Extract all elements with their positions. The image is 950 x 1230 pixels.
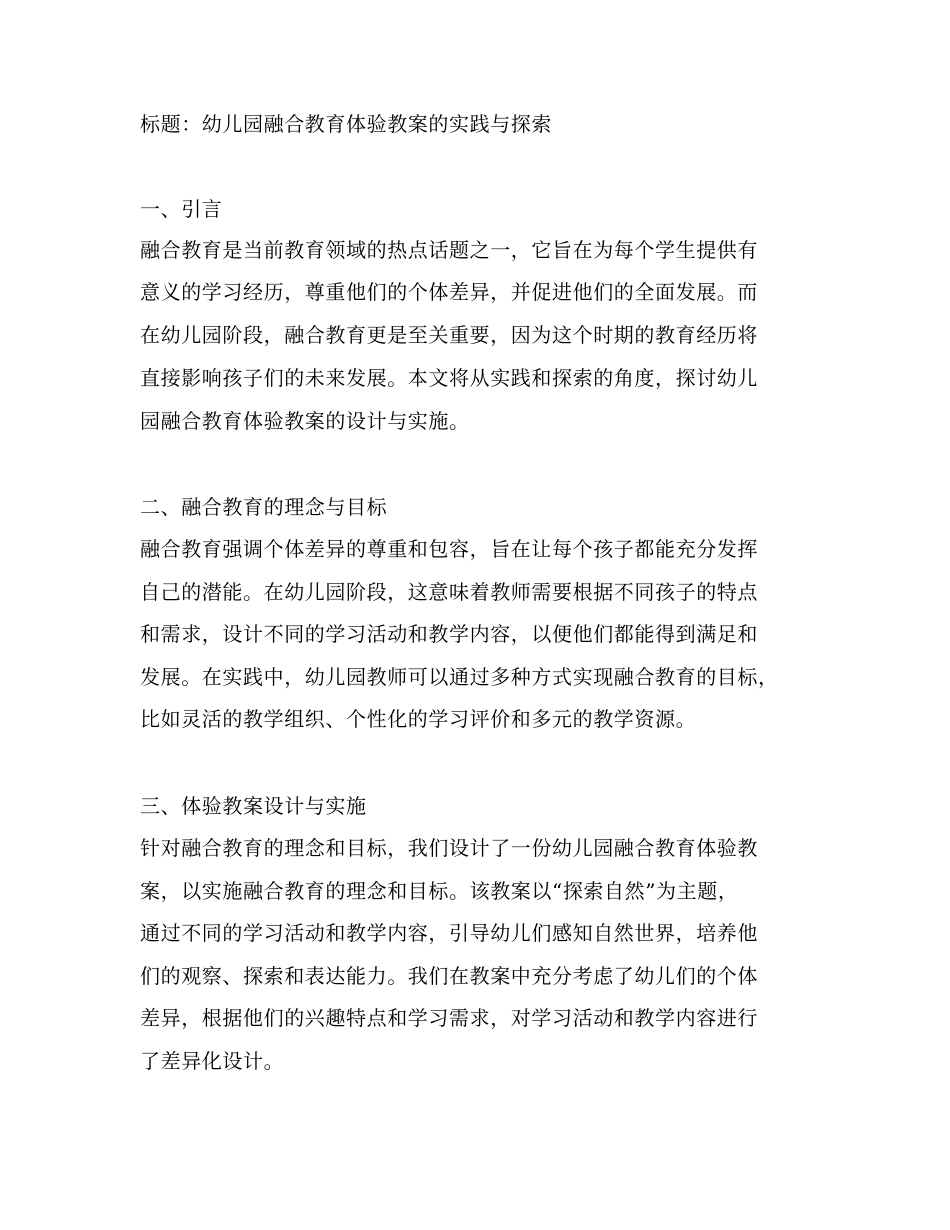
section-2-line-1: 融合教育强调个体差异的尊重和包容，旨在让每个孩子都能充分发挥: [140, 537, 758, 561]
section-2-line-4: 发展。在实践中，幼儿园教师可以通过多种方式实现融合教育的目标，: [140, 665, 779, 689]
section-3-line-5: 差异，根据他们的兴趣特点和学习需求，对学习活动和教学内容进行: [140, 1006, 758, 1030]
section-1-line-3: 在幼儿园阶段，融合教育更是至关重要，因为这个时期的教育经历将: [140, 323, 758, 347]
section-3-line-3: 通过不同的学习活动和教学内容，引导幼儿们感知自然世界，培养他: [140, 921, 758, 945]
section-1-line-1: 融合教育是当前教育领域的热点话题之一，它旨在为每个学生提供有: [140, 238, 758, 262]
document-title: 标题：幼儿园融合教育体验教案的实践与探索: [140, 112, 552, 136]
section-2-heading: 二、融合教育的理念与目标: [140, 495, 388, 519]
section-3-line-6: 了差异化设计。: [140, 1049, 285, 1073]
section-2-line-3: 和需求，设计不同的学习活动和教学内容，以便他们都能得到满足和: [140, 622, 758, 646]
section-3-line-4: 们的观察、探索和表达能力。我们在教案中充分考虑了幼儿们的个体: [140, 964, 758, 988]
section-3-line-1: 针对融合教育的理念和目标，我们设计了一份幼儿园融合教育体验教: [140, 836, 758, 860]
section-2-line-5: 比如灵活的教学组织、个性化的学习评价和多元的教学资源。: [140, 707, 697, 731]
section-3-line-2: 案，以实施融合教育的理念和目标。该教案以“探索自然”为主题，: [140, 879, 739, 903]
section-1-heading: 一、引言: [140, 197, 223, 221]
section-2-line-2: 自己的潜能。在幼儿园阶段，这意味着教师需要根据不同孩子的特点: [140, 580, 758, 604]
section-3-heading: 三、体验教案设计与实施: [140, 794, 367, 818]
section-1-line-4: 直接影响孩子们的未来发展。本文将从实践和探索的角度，探讨幼儿: [140, 366, 758, 390]
section-1-line-5: 园融合教育体验教案的设计与实施。: [140, 409, 470, 433]
section-1-line-2: 意义的学习经历，尊重他们的个体差异，并促进他们的全面发展。而: [140, 280, 758, 304]
